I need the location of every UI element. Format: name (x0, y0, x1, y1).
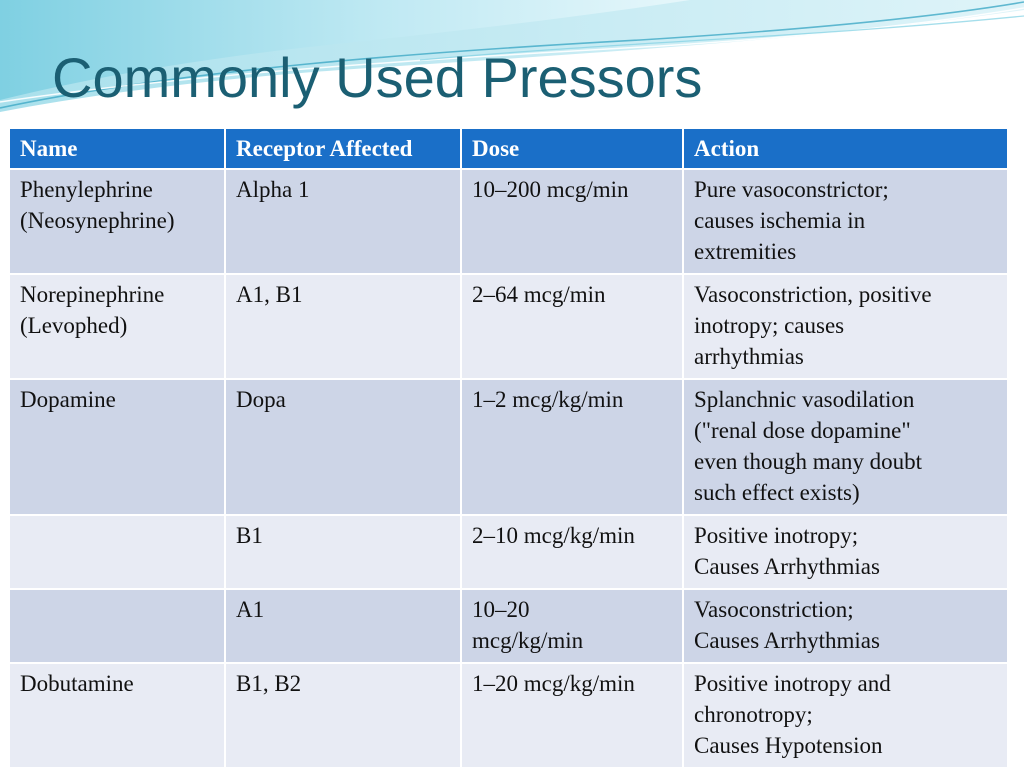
table-row (9, 169, 1008, 274)
cell-line: inotropy; causes (694, 313, 845, 338)
cell-line: such effect exists) (694, 480, 860, 505)
slide-title: Commonly Used Pressors (52, 46, 703, 109)
table-row (9, 663, 1008, 768)
cell-line: Positive inotropy and (694, 671, 891, 696)
cell-line: Causes Arrhythmias (694, 554, 880, 579)
cell-line: B1, B2 (236, 671, 302, 696)
cell-line: (Levophed) (20, 313, 128, 338)
cell-line: ("renal dose dopamine" (694, 418, 911, 443)
header-receptor-affected: Receptor Affected (225, 128, 461, 169)
cell-line: Positive inotropy; (694, 523, 859, 548)
table-header-row (9, 128, 1008, 169)
cell-action (683, 589, 1008, 663)
cell-line: Vasoconstriction; (694, 597, 854, 622)
cell-line: Causes Hypotension (694, 733, 883, 758)
header-dose: Dose (461, 128, 683, 169)
cell-action (683, 274, 1008, 379)
cell-line: even though many doubt (694, 449, 923, 474)
pressors-table (8, 127, 1009, 769)
cell-receptor (225, 169, 461, 274)
cell-line: Norepinephrine (20, 282, 165, 307)
cell-line: chronotropy; (694, 702, 813, 727)
cell-line: 2–64 mcg/min (472, 282, 606, 307)
cell-line: Vasoconstriction, positive (694, 282, 932, 307)
cell-dose (461, 379, 683, 515)
cell-line: Dopa (236, 387, 286, 412)
cell-line: causes ischemia in (694, 208, 866, 233)
cell-receptor (225, 663, 461, 768)
header-action: Action (683, 128, 1008, 169)
cell-receptor (225, 515, 461, 589)
table-row (9, 515, 1008, 589)
cell-line: Dopamine (20, 387, 116, 412)
cell-line: A1 (236, 597, 265, 622)
cell-dose (461, 589, 683, 663)
cell-name (9, 589, 225, 663)
table-row (9, 379, 1008, 515)
cell-line: arrhythmias (694, 344, 804, 369)
cell-receptor (225, 379, 461, 515)
cell-line: Causes Arrhythmias (694, 628, 880, 653)
cell-name (9, 515, 225, 589)
table-row (9, 589, 1008, 663)
cell-line: extremities (694, 239, 797, 264)
cell-receptor (225, 274, 461, 379)
cell-receptor (225, 589, 461, 663)
cell-line: 10–200 mcg/min (472, 177, 629, 202)
cell-line: 2–10 mcg/kg/min (472, 523, 635, 548)
cell-action (683, 663, 1008, 768)
cell-line: mcg/kg/min (472, 628, 584, 653)
cell-line: Alpha 1 (236, 177, 310, 202)
cell-line: Splanchnic vasodilation (694, 387, 915, 412)
header-name: Name (9, 128, 225, 169)
cell-line: B1 (236, 523, 263, 548)
cell-name (9, 169, 225, 274)
cell-name (9, 663, 225, 768)
cell-dose (461, 169, 683, 274)
table-row (9, 274, 1008, 379)
cell-name (9, 379, 225, 515)
cell-dose (461, 663, 683, 768)
cell-line: Phenylephrine (20, 177, 153, 202)
cell-line: A1, B1 (236, 282, 303, 307)
cell-line: 10–20 (472, 597, 530, 622)
cell-dose (461, 274, 683, 379)
cell-line: (Neosynephrine) (20, 208, 175, 233)
cell-line: 1–2 mcg/kg/min (472, 387, 624, 412)
cell-dose (461, 515, 683, 589)
cell-action (683, 379, 1008, 515)
cell-line: 1–20 mcg/kg/min (472, 671, 635, 696)
cell-line: Pure vasoconstrictor; (694, 177, 889, 202)
cell-action (683, 515, 1008, 589)
cell-name (9, 274, 225, 379)
cell-line: Dobutamine (20, 671, 134, 696)
cell-action (683, 169, 1008, 274)
